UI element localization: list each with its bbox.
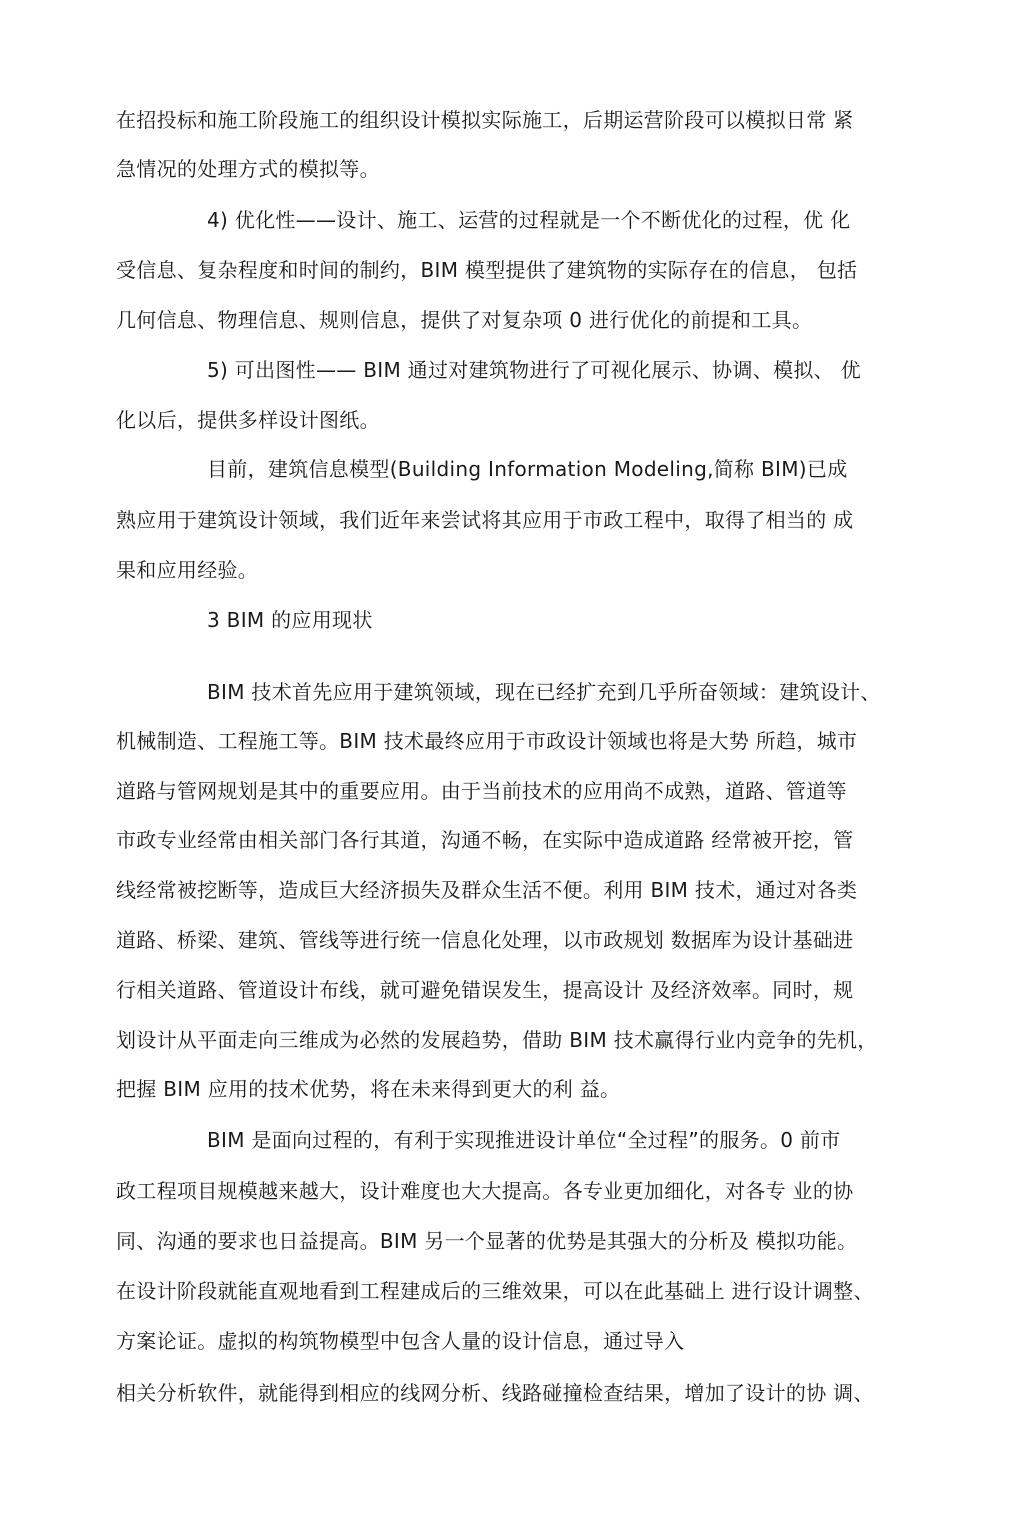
paragraph-line: 同、沟通的要求也日益提高。BIM 另一个显著的优势是其强大的分析及 模拟功能。	[116, 1229, 858, 1253]
paragraph-line: 机械制造、工程施工等。BIM 技术最终应用于市政设计领域也将是大势 所趋，城市	[116, 729, 858, 753]
paragraph-line: 道路与管网规划是其中的重要应用。由于当前技术的应用尚不成熟，道路、管道等	[116, 779, 847, 803]
paragraph-line: 急情况的处理方式的模拟等。	[116, 157, 380, 181]
paragraph-first-line: BIM 技术首先应用于建筑领域，现在已经扩充到几乎所奋领域：建筑设计、	[207, 680, 881, 704]
paragraph-line: 果和应用经验。	[116, 558, 259, 582]
paragraph-line: 化以后，提供多样设计图纸。	[116, 408, 380, 432]
paragraph-line: 几何信息、物理信息、规则信息，提供了对复杂项 0 进行优化的前提和工具。	[116, 308, 813, 332]
section-heading: 3 BIM 的应用现状	[207, 608, 373, 632]
paragraph-line: 在设计阶段就能直观地看到工程建成后的三维效果，可以在此基础上 进行设计调整、	[116, 1279, 874, 1303]
paragraph-line: 在招投标和施工阶段施工的组织设计模拟实际施工，后期运营阶段可以模拟日常 紧	[116, 108, 854, 132]
paragraph-line: 把握 BIM 应用的技术优势，将在未来得到更大的利 益。	[116, 1077, 621, 1101]
paragraph-first-line: 目前，建筑信息模型(Building Information Modeling,简称 BIM)已成	[207, 457, 848, 481]
list-item-5-line: 5) 可出图性—— BIM 通过对建筑物进行了可视化展示、协调、模拟、 优	[207, 358, 861, 382]
paragraph-line: 相关分析软件，就能得到相应的线网分析、线路碰撞检查结果，增加了设计的协 调、	[116, 1381, 874, 1405]
paragraph-line: 行相关道路、管道设计布线，就可避免错误发生，提高设计 及经济效率。同时，规	[116, 978, 854, 1002]
paragraph-line: 政工程项目规模越来越大，设计难度也大大提高。各专业更加细化，对各专 业的协	[116, 1179, 854, 1203]
paragraph-line: 受信息、复杂程度和时间的制约，BIM 模型提供了建筑物的实际存在的信息， 包括	[116, 258, 858, 282]
paragraph-line: 方案论证。虚拟的构筑物模型中包含人量的设计信息，通过导入	[116, 1329, 685, 1353]
paragraph-line: 道路、桥梁、建筑、管线等进行统一信息化处理，以市政规划 数据库为设计基础进	[116, 928, 854, 952]
paragraph-line: 线经常被挖断等，造成巨大经济损失及群众生活不便。利用 BIM 技术，通过对各类	[116, 878, 858, 902]
paragraph-first-line: BIM 是面向过程的，有利于实现推进设计单位“全过程”的服务。0 前市	[207, 1128, 841, 1152]
list-item-4-line: 4) 优化性——设计、施工、运营的过程就是一个不断优化的过程，优 化	[207, 208, 851, 232]
paragraph-line: 熟应用于建筑设计领域，我们近年来尝试将其应用于市政工程中，取得了相当的 成	[116, 508, 854, 532]
paragraph-line: 市政专业经常由相关部门各行其道，沟通不畅，在实际中造成道路 经常被开挖，管	[116, 828, 854, 852]
paragraph-line: 划设计从平面走向三维成为必然的发展趋势，借助 BIM 技术赢得行业内竞争的先机，	[116, 1028, 878, 1052]
